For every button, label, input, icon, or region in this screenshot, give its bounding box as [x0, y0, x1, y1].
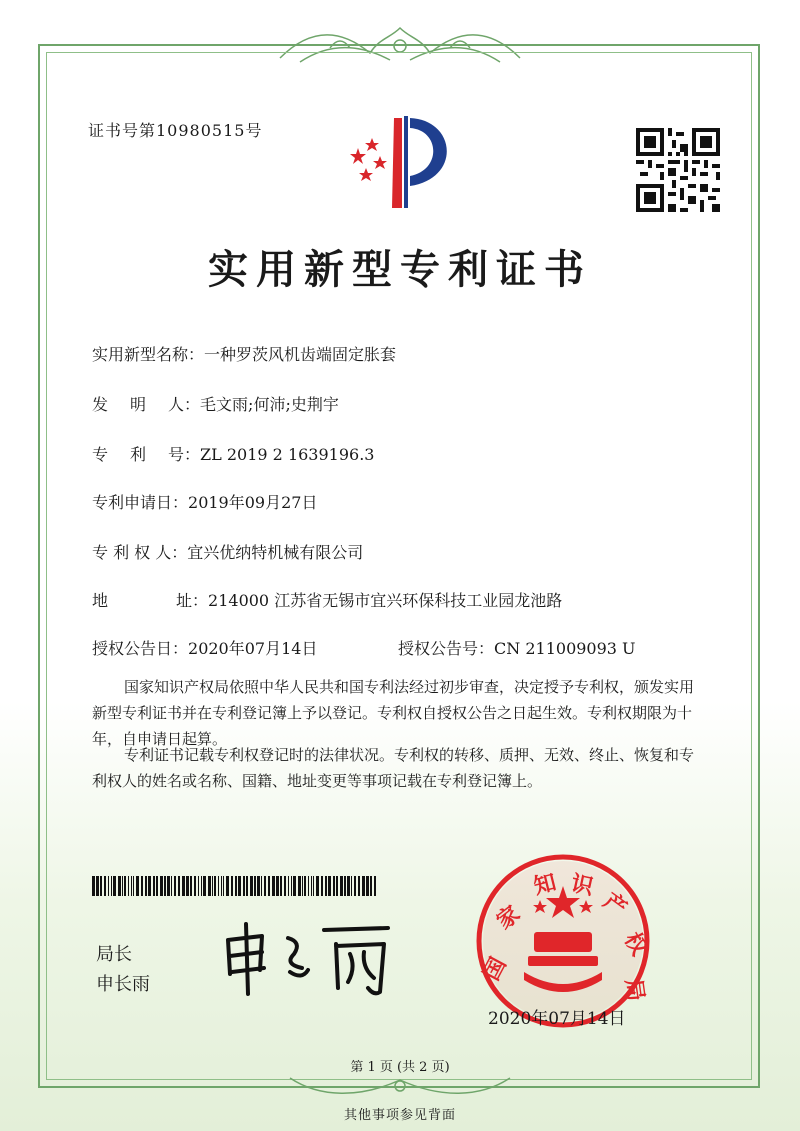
field-value: 宜兴优纳特机械有限公司	[187, 543, 364, 562]
field-label-part: 明	[130, 395, 169, 414]
field-label: 专利申请日：	[92, 493, 189, 512]
svg-text:知: 知	[531, 870, 559, 900]
field-utility-model-name	[92, 342, 396, 365]
page-number: 第 1 页 (共 2 页)	[350, 1060, 450, 1075]
field-label-part: 专	[92, 445, 131, 464]
svg-text:国: 国	[479, 953, 512, 985]
field-value: ZL 2019 2 1639196.3	[200, 445, 375, 464]
field-label-part: 址：	[176, 591, 209, 610]
legal-status-paragraph: 专利证书记载专利权登记时的法律状况。专利权的转移、质押、无效、终止、恢复和专利权人的姓名或名称、国籍、地址变更等事项记载在专利登记簿上。	[92, 746, 695, 790]
field-label: 授权公告日：	[92, 639, 189, 658]
field-patentee	[92, 540, 363, 563]
field-value: 一种罗茨风机齿端固定胀套	[204, 345, 397, 364]
field-value: 2020年07月14日	[188, 639, 318, 658]
field-label-part: 号：	[168, 445, 201, 464]
field-inventors	[92, 392, 339, 415]
field-label: 实用新型名称：	[92, 345, 205, 364]
svg-text:产: 产	[598, 888, 631, 922]
field-value: CN 211009093 U	[494, 639, 636, 658]
field-value: 214000 江苏省无锡市宜兴环保科技工业园龙池路	[208, 591, 563, 610]
director-name: 申长雨	[96, 974, 150, 995]
field-grant-announcement-number	[398, 636, 636, 659]
director-title: 局长	[96, 944, 132, 965]
certificate-number: 证书号第10980515号	[88, 121, 263, 140]
page-title: 实用新型专利证书	[208, 246, 592, 293]
svg-text:局: 局	[620, 977, 648, 1003]
field-label-part: 人：	[168, 395, 201, 414]
svg-text:权: 权	[618, 928, 652, 961]
field-label-part: 发	[92, 395, 131, 414]
field-label: 专 利 权 人：	[92, 543, 188, 562]
cnipa-logo-icon	[336, 108, 466, 218]
field-patent-number	[92, 442, 374, 465]
field-grant-announcement-date	[92, 636, 317, 659]
field-address	[92, 588, 562, 611]
handwritten-signature	[218, 918, 408, 998]
barcode-icon	[92, 876, 378, 896]
field-label: 授权公告号：	[398, 639, 495, 658]
grant-paragraph: 国家知识产权局依照中华人民共和国专利法经过初步审查，决定授予专利权，颁发实用新型专利证书并在专利登记簿上予以登记。专利权自授权公告之日起生效。专利权期限为十年，自申请日起算。	[92, 678, 695, 748]
field-application-date	[92, 490, 317, 513]
bottom-ornament	[280, 1072, 520, 1102]
svg-text:家: 家	[492, 901, 526, 935]
field-value: 毛文雨;何沛;史荆宇	[200, 395, 339, 414]
field-label-part: 地	[92, 591, 177, 610]
qr-code-icon	[636, 128, 720, 212]
field-value: 2019年09月27日	[188, 493, 318, 512]
field-label-part: 利	[130, 445, 169, 464]
footer-note: 其他事项参见背面	[343, 1108, 456, 1123]
seal-date: 2020年07月14日	[488, 1009, 626, 1029]
svg-text:识: 识	[568, 871, 596, 901]
